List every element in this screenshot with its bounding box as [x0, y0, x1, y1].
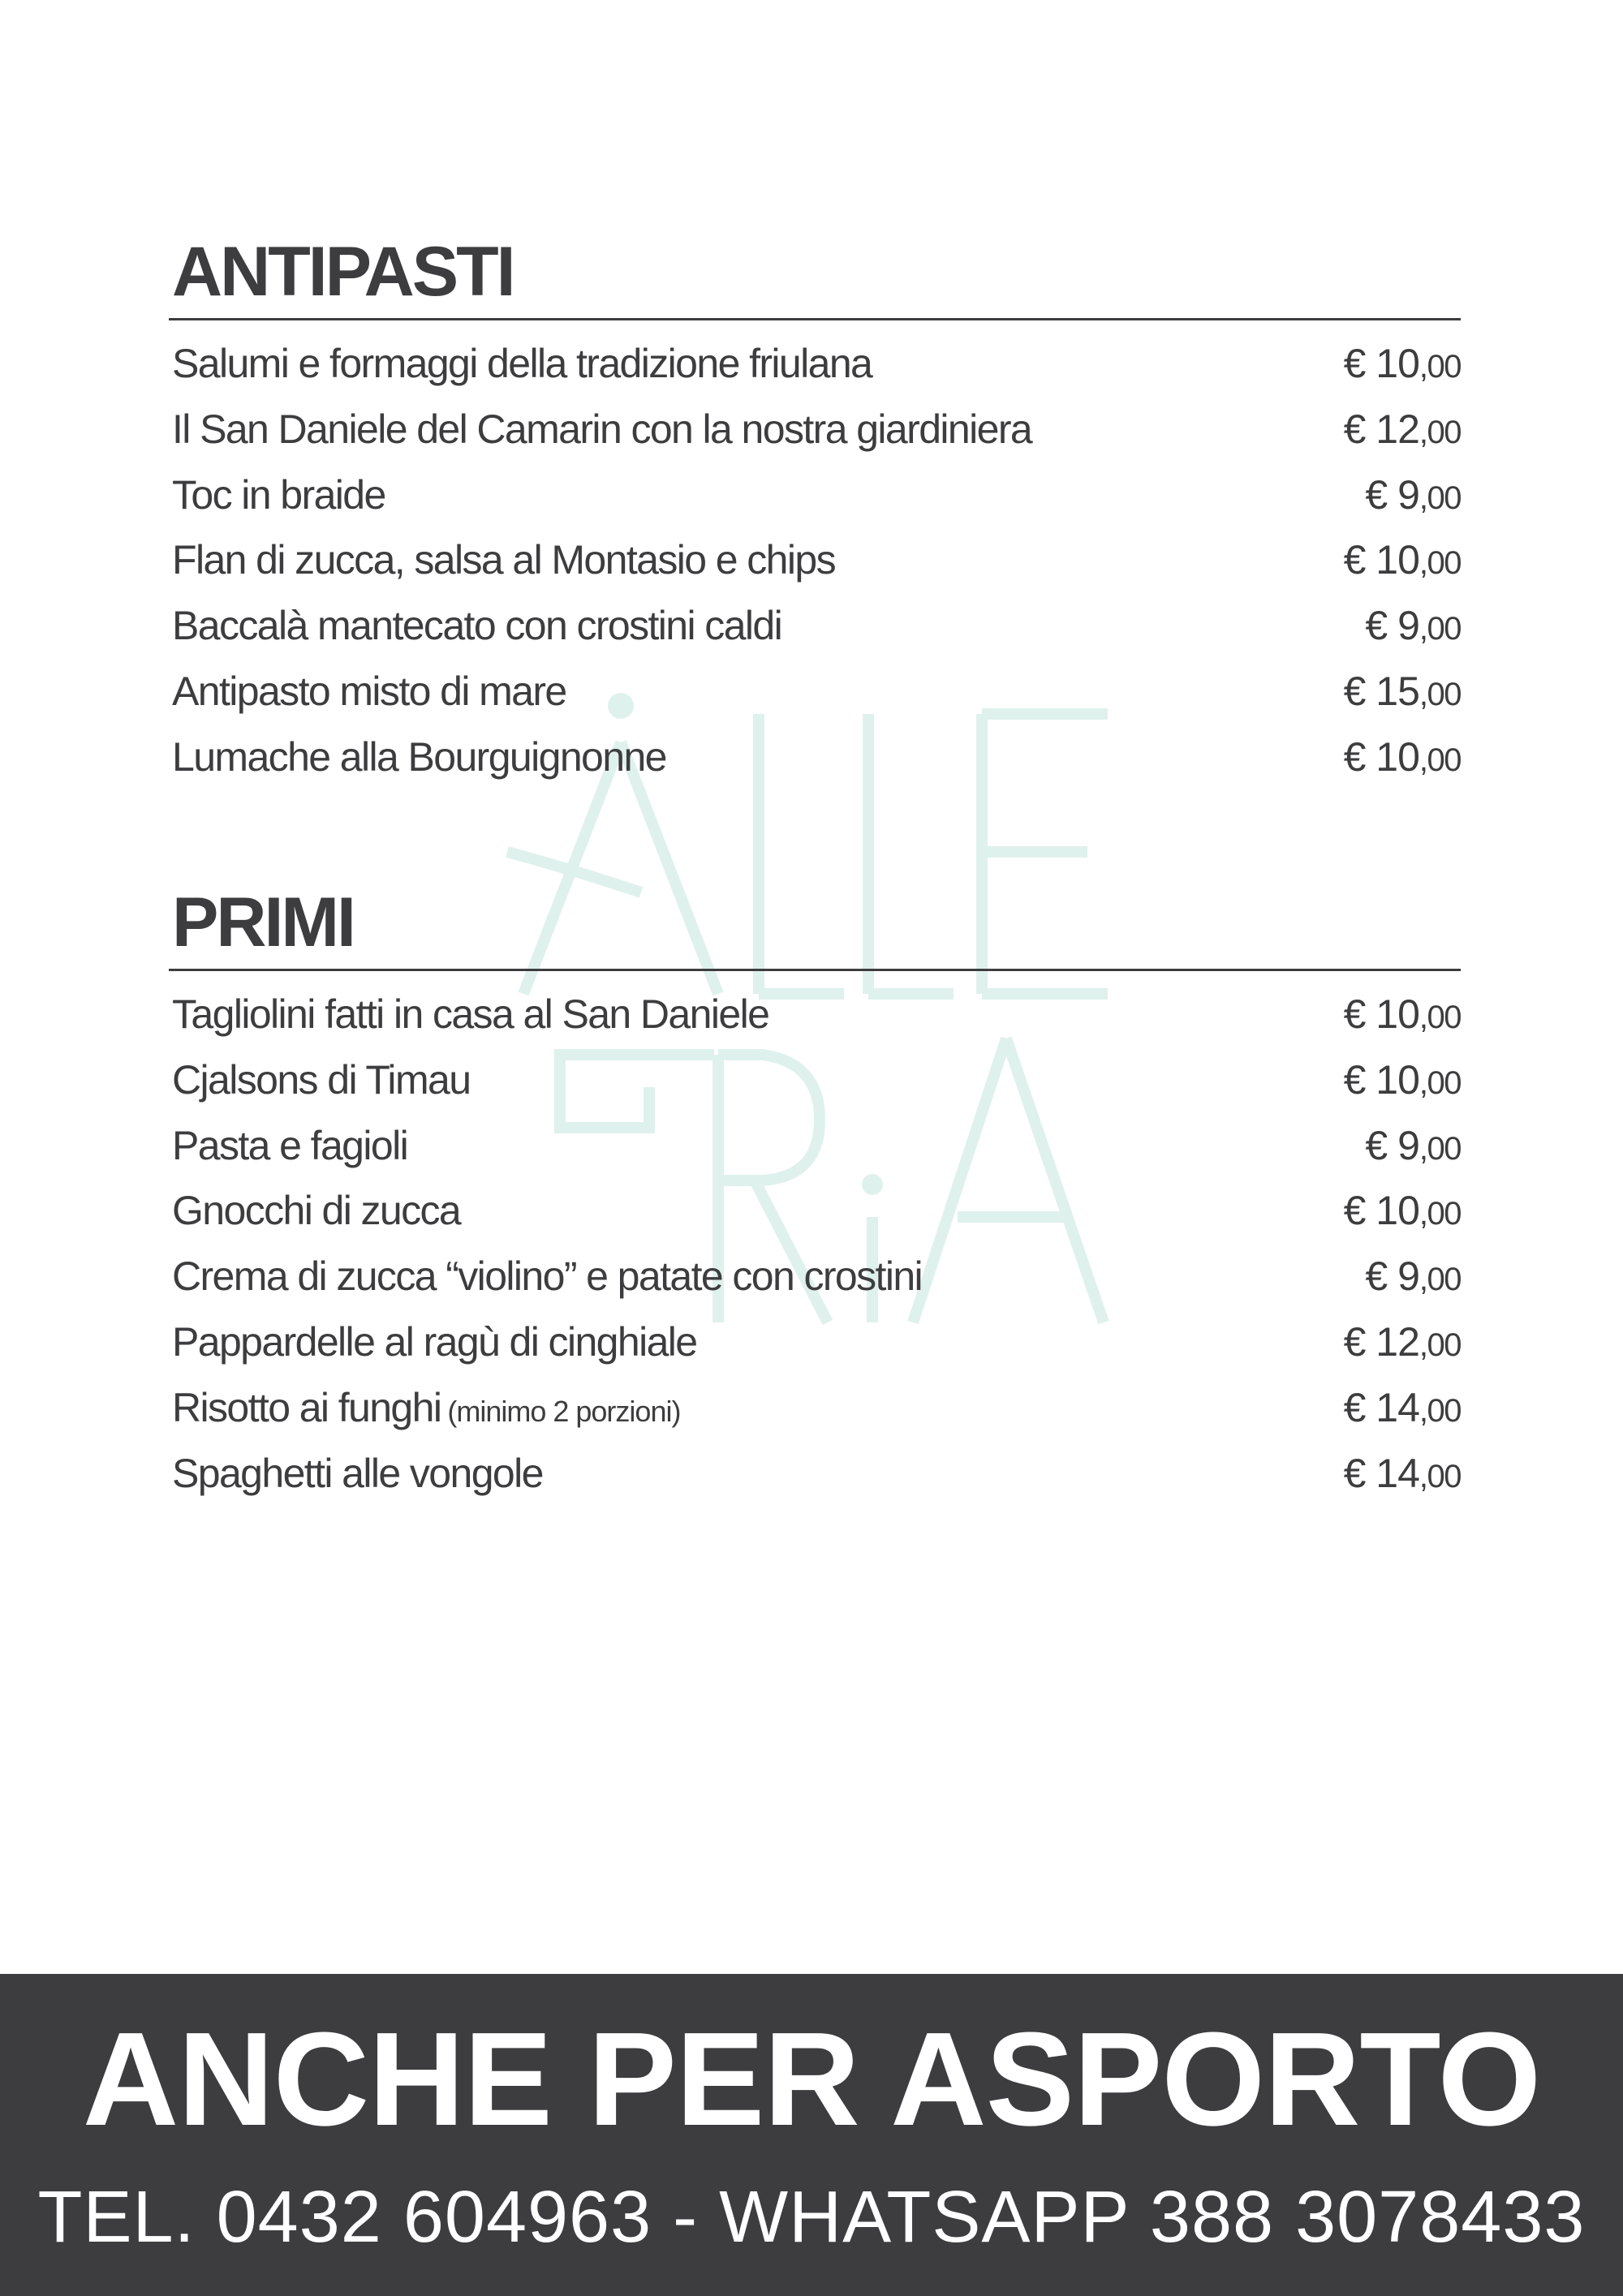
menu-item-price — [1365, 471, 1461, 518]
menu-item-price — [1344, 733, 1461, 780]
takeaway-banner — [0, 1974, 1623, 2296]
menu-item — [169, 1450, 1461, 1516]
menu-item-name — [172, 991, 768, 1038]
menu-item-name — [172, 1450, 543, 1497]
menu-item-name-text: Pappardelle al ragù di cinghiale — [172, 1318, 697, 1365]
menu-item — [169, 1318, 1461, 1384]
menu-item-price — [1344, 406, 1461, 453]
menu-item — [169, 668, 1461, 733]
menu-item — [169, 1253, 1461, 1318]
menu-item-price — [1344, 991, 1461, 1038]
menu-item-price — [1344, 1450, 1461, 1497]
price-main: € 12 — [1343, 1318, 1419, 1365]
menu-item-price — [1365, 602, 1461, 649]
price-cents: ,00 — [1419, 1326, 1461, 1363]
price-cents: ,00 — [1419, 1458, 1461, 1494]
primi-title: PRIMI — [169, 888, 1461, 971]
price-cents: ,00 — [1419, 479, 1461, 516]
menu-item-price — [1344, 1318, 1461, 1365]
takeaway-title: ANCHE PER ASPORTO — [82, 2005, 1541, 2153]
menu-item — [169, 602, 1461, 668]
menu-item-name — [172, 1253, 922, 1300]
menu-item-price — [1344, 668, 1461, 715]
menu-item-name-text: Salumi e formaggi della tradizione friulana — [172, 341, 872, 386]
price-cents: ,00 — [1419, 1392, 1461, 1429]
menu-item-price — [1344, 340, 1461, 387]
price-cents: ,00 — [1419, 1064, 1461, 1101]
menu-item — [169, 536, 1461, 602]
price-main: € 10 — [1343, 537, 1419, 583]
menu-item-name — [172, 668, 566, 715]
menu-item-note: (minimo 2 porzioni) — [447, 1394, 681, 1428]
menu-item-name-text: Toc in braide — [172, 471, 385, 518]
menu-item-name — [172, 1187, 460, 1234]
menu-item-name-text: Il San Daniele del Camarin con la nostra giardiniera — [172, 406, 1032, 452]
antipasti-section — [169, 233, 1461, 799]
price-cents: ,00 — [1419, 545, 1461, 582]
menu-item-name-text: Lumache alla Bourguignonne — [172, 733, 666, 780]
price-cents: ,00 — [1419, 611, 1461, 647]
menu-item — [169, 406, 1461, 471]
price-cents: ,00 — [1419, 414, 1461, 450]
menu-item — [169, 1122, 1461, 1188]
price-cents: ,00 — [1419, 1130, 1461, 1167]
menu-item — [169, 991, 1461, 1056]
menu-item-price — [1365, 1253, 1461, 1300]
menu-item-name-text: Pasta e fagioli — [172, 1122, 408, 1168]
menu-item-price — [1365, 1122, 1461, 1169]
menu-item-name — [172, 471, 385, 518]
menu-item — [169, 733, 1461, 799]
price-main: € 9 — [1365, 1253, 1419, 1300]
menu-item-name — [172, 733, 666, 780]
menu-item-name — [172, 536, 835, 583]
menu-item — [169, 1384, 1461, 1450]
primi-section — [169, 884, 1461, 1515]
price-main: € 9 — [1365, 1122, 1419, 1168]
menu-item-name-text: Baccalà mantecato con crostini caldi — [172, 603, 782, 649]
price-main: € 14 — [1343, 1450, 1419, 1496]
menu-item-name — [172, 1318, 697, 1365]
menu-item-price — [1344, 1384, 1461, 1431]
menu-item-name-text: Gnocchi di zucca — [172, 1188, 461, 1234]
contact-line: TEL. 0432 604963 - WHATSAPP 388 3078433 — [37, 2177, 1586, 2258]
menu-item-name — [172, 340, 872, 387]
menu-item-name — [172, 1056, 470, 1103]
menu-item-price — [1344, 1187, 1461, 1234]
menu-item — [169, 1187, 1461, 1253]
menu-item-name — [172, 602, 781, 649]
menu-item-name-text: Spaghetti alle vongole — [172, 1450, 543, 1496]
price-cents: ,00 — [1419, 742, 1461, 778]
price-main: € 14 — [1343, 1384, 1419, 1430]
menu-item — [169, 1056, 1461, 1122]
price-main: € 15 — [1343, 668, 1419, 714]
menu-item-name-text: Flan di zucca, salsa al Montasio e chips — [172, 537, 835, 583]
menu-item-name-text: Antipasto misto di mare — [172, 668, 566, 714]
menu-item — [169, 340, 1461, 406]
menu-item-name — [172, 406, 1031, 453]
price-main: € 12 — [1343, 406, 1419, 452]
price-cents: ,00 — [1419, 676, 1461, 712]
menu-item-price — [1344, 1056, 1461, 1103]
price-main: € 9 — [1365, 471, 1419, 518]
price-cents: ,00 — [1419, 1000, 1461, 1035]
price-main: € 10 — [1343, 1056, 1419, 1103]
price-main: € 10 — [1343, 1188, 1419, 1234]
price-main: € 10 — [1343, 341, 1419, 386]
price-main: € 10 — [1343, 733, 1419, 780]
price-main: € 9 — [1365, 603, 1419, 649]
price-cents: ,00 — [1419, 1196, 1461, 1232]
menu-item-name-text: Cjalsons di Timau — [172, 1056, 471, 1103]
menu-item-name — [172, 1384, 680, 1431]
price-cents: ,00 — [1419, 349, 1461, 385]
menu-item-name-text: Tagliolini fatti in casa al San Daniele — [172, 991, 769, 1037]
price-main: € 10 — [1343, 991, 1419, 1037]
menu-item-name-text: Risotto ai funghi — [172, 1384, 441, 1430]
primi-list — [169, 991, 1461, 1515]
antipasti-title: ANTIPASTI — [169, 237, 1461, 320]
menu-item — [169, 471, 1461, 537]
menu-item-name-text: Crema di zucca “violino” e patate con crostini — [172, 1253, 923, 1300]
menu-item-price — [1344, 536, 1461, 583]
menu-item-name — [172, 1122, 407, 1169]
antipasti-list — [169, 340, 1461, 799]
price-cents: ,00 — [1419, 1262, 1461, 1298]
